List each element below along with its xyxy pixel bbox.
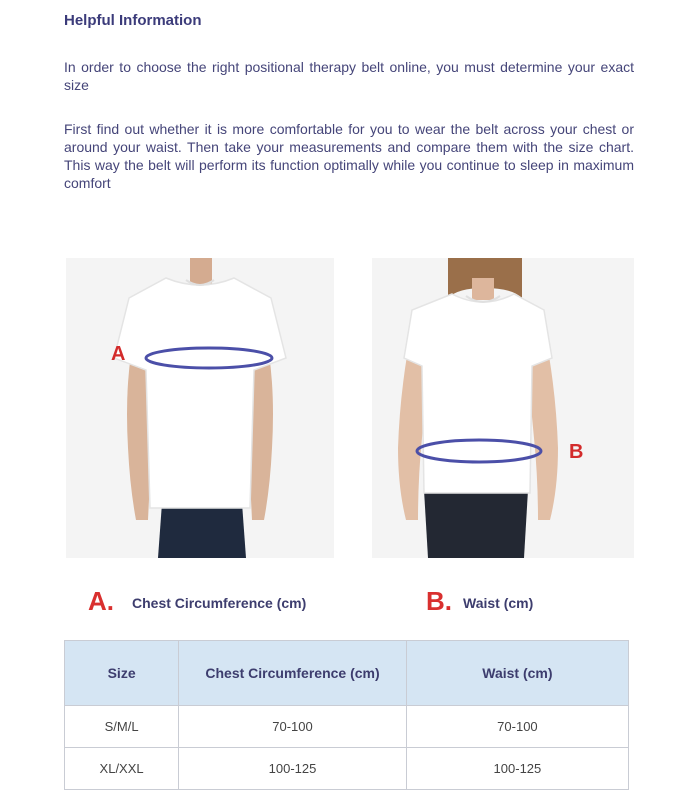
- cell-size: XL/XXL: [65, 748, 179, 790]
- man-figure: [66, 258, 334, 558]
- cell-chest: 100-125: [179, 748, 407, 790]
- cell-size: S/M/L: [65, 706, 179, 748]
- cell-chest: 70-100: [179, 706, 407, 748]
- marker-a: A: [111, 343, 126, 365]
- man-illustration: [66, 258, 334, 558]
- caption-b-text: Waist (cm): [463, 595, 534, 611]
- page-heading: Helpful Information: [64, 12, 202, 29]
- instructions-paragraph: First find out whether it is more comfortable for you to wear the belt across your chest or around your waist. Then take your measurements and compare them with the size chart. This way the belt will perform its function optimally while you continue to sleep in maximum comfort: [64, 121, 634, 191]
- caption-a-letter: A.: [88, 586, 114, 616]
- caption-a-text: Chest Circumference (cm): [132, 595, 307, 611]
- header-waist: Waist (cm): [406, 641, 628, 706]
- intro-paragraph: In order to choose the right positional therapy belt online, you must determine your exact size: [64, 59, 634, 93]
- size-chart-table: [64, 640, 629, 790]
- header-size: Size: [65, 641, 179, 706]
- caption-b-letter: B.: [426, 586, 452, 616]
- header-chest: Chest Circumference (cm): [179, 641, 407, 706]
- cell-waist: 100-125: [406, 748, 628, 790]
- table-row: [65, 748, 629, 790]
- table-row: [65, 706, 629, 748]
- woman-illustration: [372, 258, 634, 558]
- cell-waist: 70-100: [406, 706, 628, 748]
- marker-b: B: [569, 441, 584, 463]
- table-header-row: [65, 641, 629, 706]
- woman-figure: [372, 258, 634, 558]
